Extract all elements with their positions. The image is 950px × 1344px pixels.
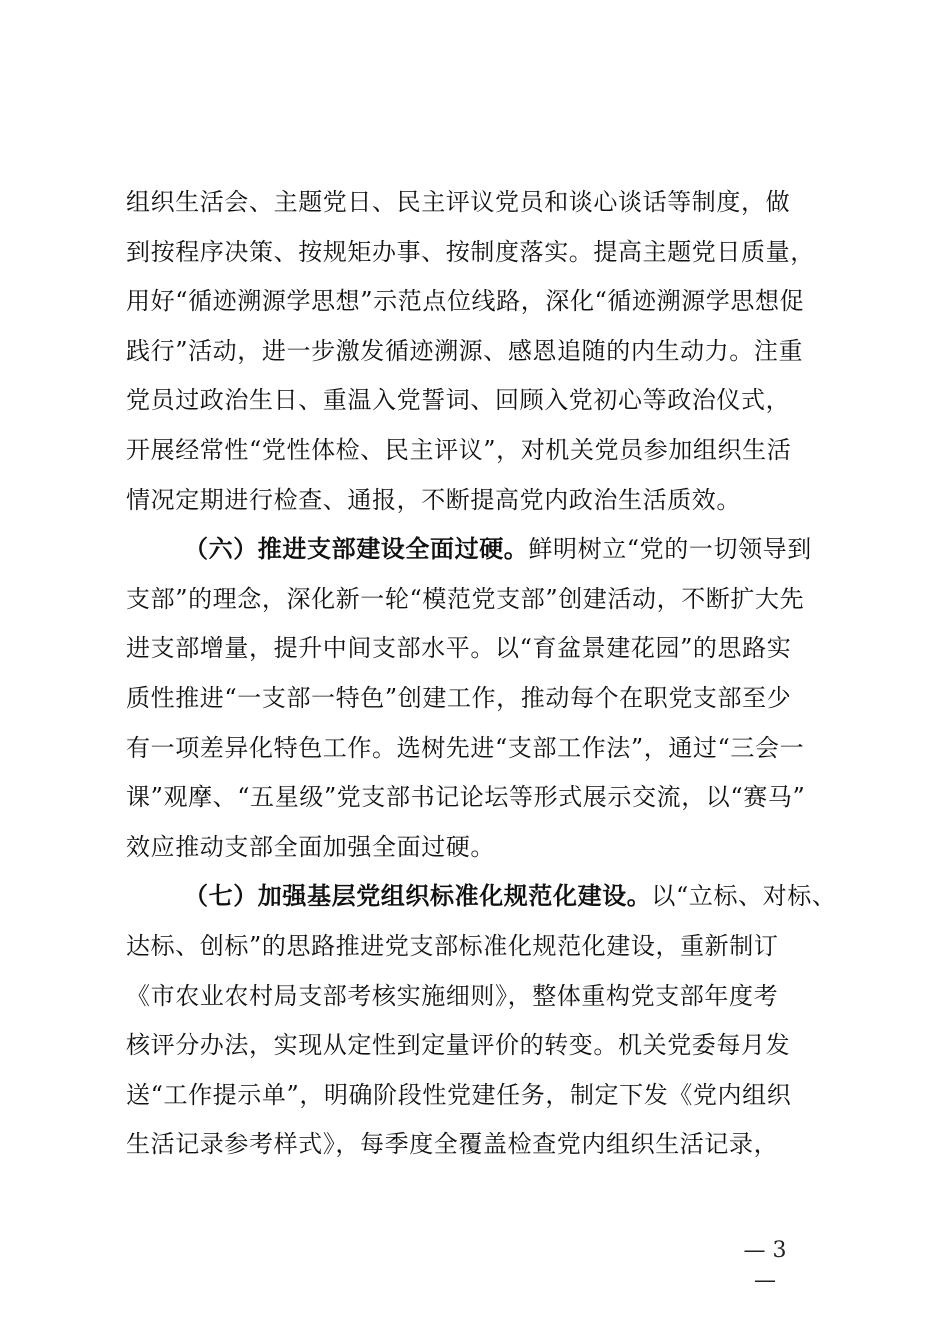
body-line-4: 践行”活动，进一步激发循迹溯源、感恩追随的内生动力。注重 <box>126 336 804 365</box>
section-6-line-6: 效应推动支部全面加强全面过硬。 <box>126 832 495 861</box>
section-6-line-2: 进支部增量，提升中间支部水平。以“育盆景建花园”的思路实 <box>126 634 792 663</box>
section-7-heading: （七）加强基层党组织标准化规范化建设。 <box>184 882 652 911</box>
body-line-7: 情况定期进行检查、通报，不断提高党内政治生活质效。 <box>126 485 741 514</box>
body-line-3: 用好“循迹溯源学思想”示范点位线路，深化“循迹溯源学思想促 <box>126 287 805 316</box>
section-7-first-line <box>126 872 856 922</box>
section-6-line-3: 质性推进“一支部一特色”创建工作，推动每个在职党支部至少 <box>126 683 792 712</box>
body-line-1: 组织生活会、主题党日、民主评议党员和谈心谈话等制度，做 <box>126 188 791 216</box>
body-line-5: 党员过政治生日、重温入党誓词、回顾入党初心等政治仪式， <box>126 386 791 415</box>
section-6-line-4: 有一项差异化特色工作。选树先进“支部工作法”，通过“三会一 <box>126 733 805 762</box>
body-line-2: 到按程序决策、按规矩办事、按制度落实。提高主题党日质量， <box>126 237 815 266</box>
section-7-line-5: 生活记录参考样式》，每季度全覆盖检查党内组织生活记录， <box>126 1130 779 1159</box>
section-6-heading: （六）推进支部建设全面过硬。 <box>184 535 529 564</box>
document-body <box>126 178 856 1170</box>
section-7-line-3: 核评分办法，实现从定性到定量评价的转变。机关党委每月发 <box>126 1031 791 1060</box>
section-6-line-5: 课”观摩、“五星级”党支部书记论坛等形式展示交流，以“赛马” <box>126 783 806 812</box>
page-number: — 3 — <box>743 1238 787 1293</box>
section-6-first-line-text: 鲜明树立“党的一切领导到 <box>528 535 812 564</box>
section-6-line-1: 支部”的理念，深化新一轮“模范党支部”创建活动，不断扩大先 <box>126 584 805 613</box>
section-6-first-line <box>126 525 856 575</box>
section-7-line-1: 达标、创标”的思路推进党支部标准化规范化建设，重新制订 <box>126 931 779 960</box>
section-7-line-2: 《市农业农村局支部考核实施细则》，整体重构党支部年度考 <box>126 981 779 1010</box>
section-7-line-4: 送“工作提示单”，明确阶段性党建任务，制定下发《党内组织 <box>126 1080 792 1109</box>
section-7-first-line-text: 以“立标、对标、 <box>651 882 837 911</box>
body-line-6: 开展经常性“党性体检、民主评议”，对机关党员参加组织生活 <box>126 435 792 464</box>
